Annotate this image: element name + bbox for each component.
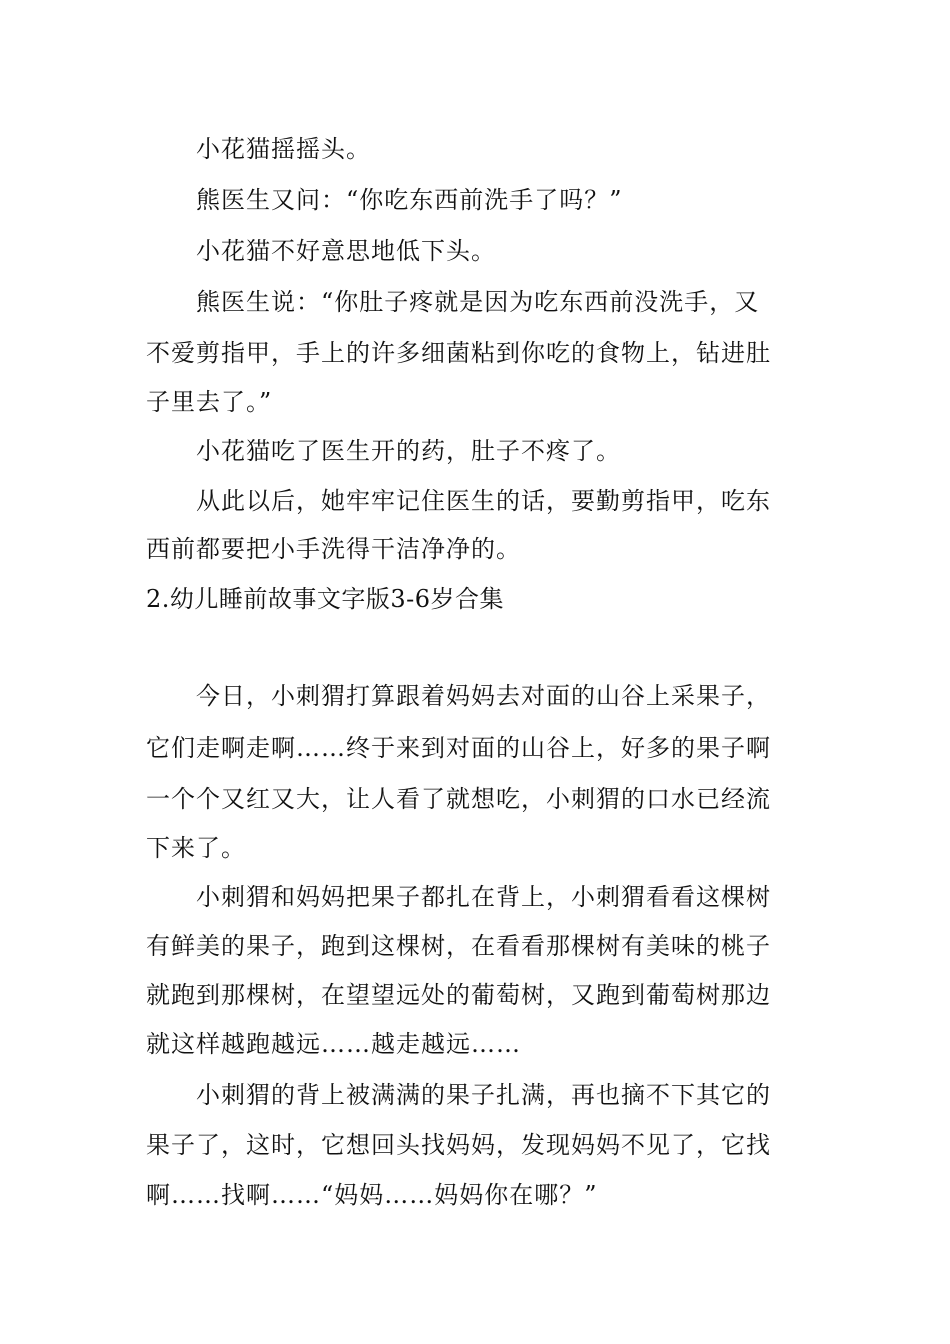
- paragraph-line: 下来了。: [146, 834, 246, 862]
- paragraph-line: 子里去了。”: [146, 388, 273, 416]
- paragraph-line: 熊医生说：“你肚子疼就是因为吃东西前没洗手，又: [196, 288, 760, 316]
- paragraph-line: 今日，小刺猬打算跟着妈妈去对面的山谷上采果子，: [196, 682, 771, 710]
- paragraph-line: 熊医生又问：“你吃东西前洗手了吗？”: [196, 186, 623, 214]
- paragraph-line: 就跑到那棵树，在望望远处的葡萄树，又跑到葡萄树那边: [146, 981, 771, 1009]
- paragraph-line: 它们走啊走啊……终于来到对面的山谷上，好多的果子啊: [146, 734, 771, 762]
- section-heading: 2.幼儿睡前故事文字版3-6岁合集: [146, 585, 505, 613]
- paragraph-line: 小花猫吃了医生开的药，肚子不疼了。: [196, 437, 621, 465]
- paragraph-line: 就这样越跑越远……越走越远……: [146, 1030, 521, 1058]
- paragraph-line: 一个个又红又大，让人看了就想吃，小刺猬的口水已经流: [146, 785, 771, 813]
- paragraph-line: 小刺猬和妈妈把果子都扎在背上，小刺猬看看这棵树: [196, 883, 771, 911]
- paragraph-line: 小花猫不好意思地低下头。: [196, 237, 496, 265]
- paragraph-line: 小花猫摇摇头。: [196, 135, 371, 163]
- paragraph-line: 西前都要把小手洗得干洁净净的。: [146, 535, 521, 563]
- paragraph-line: 小刺猬的背上被满满的果子扎满，再也摘不下其它的: [196, 1081, 771, 1109]
- paragraph-line: 啊……找啊……“妈妈……妈妈你在哪？”: [146, 1181, 598, 1209]
- paragraph-line: 从此以后，她牢牢记住医生的话，要勤剪指甲，吃东: [196, 487, 771, 515]
- paragraph-line: 有鲜美的果子，跑到这棵树，在看看那棵树有美味的桃子: [146, 932, 771, 960]
- paragraph-line: 不爱剪指甲，手上的许多细菌粘到你吃的食物上，钻进肚: [146, 339, 771, 367]
- paragraph-line: 果子了，这时，它想回头找妈妈，发现妈妈不见了，它找: [146, 1131, 771, 1159]
